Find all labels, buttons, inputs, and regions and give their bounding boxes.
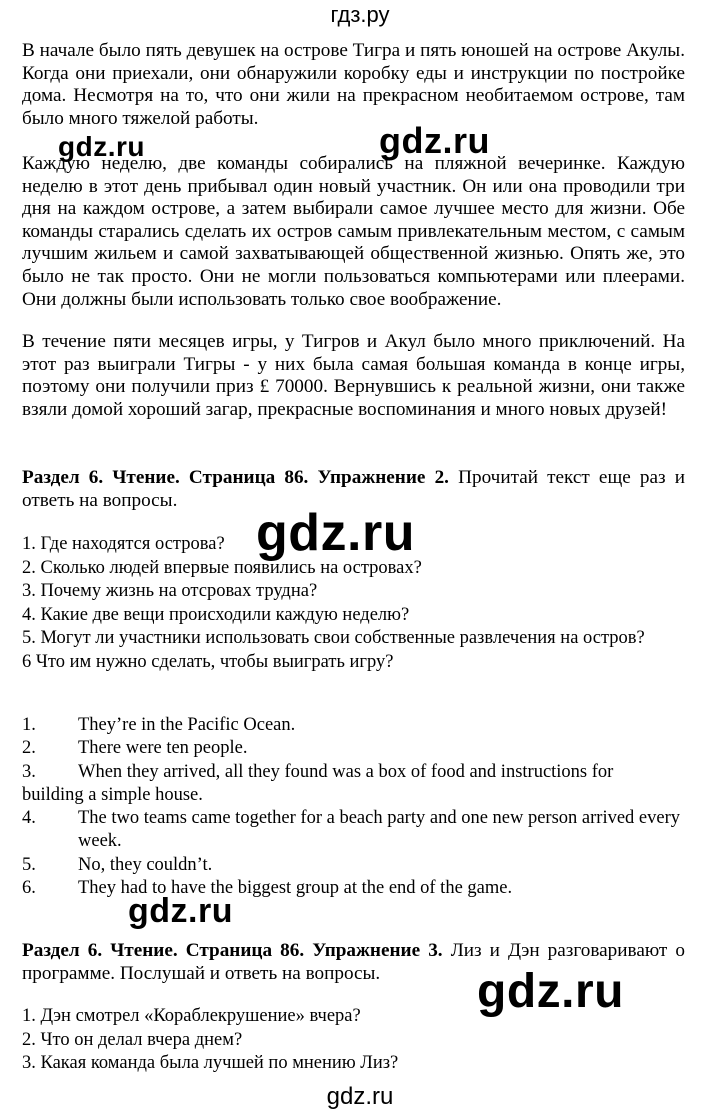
question-item: 3. Какая команда была лучшей по мнению Лиз?: [22, 1053, 399, 1073]
watermark-1: gdz.ru: [58, 131, 145, 162]
question-item: 2. Сколько людей впервые появились на островах?: [22, 557, 422, 578]
answer-text: The two teams came together for a beach party and one new person arrived every week.: [78, 808, 681, 852]
answer-number: 2.: [22, 738, 36, 759]
exercise-3-heading: Раздел 6. Чтение. Страница 86. Упражнение 3.: [22, 940, 443, 961]
exercise-3-questions: [22, 1005, 685, 1076]
answer-row: [22, 714, 685, 737]
answer-row: [22, 877, 685, 900]
answer-number: 4.: [22, 808, 36, 829]
answer-row: [22, 737, 685, 760]
site-footer: gdz.ru: [326, 1083, 394, 1110]
answer-number: 3.: [22, 761, 36, 782]
paragraph-2: Каждую неделю, две команды собирались на пляжной вечеринке. Каждую неделю в этот день прибывал один новый участник. Он или она проводили три дня на каждом острове, а затем выбирали самое лучшее место для жизни. Обе команды старались сделать их остров самым привлекательным местом, с самым лучшим жильем и самой захватывающей общественной жизнью. Опять же, это было не так просто. Они не могли пользоваться компьютерами или плеерами. Они должны были использовать только свое воображение.: [22, 153, 685, 310]
question-item: 3. Почему жизнь на отсровах трудна?: [22, 581, 318, 601]
watermark-5: gdz.ru: [477, 965, 624, 1018]
answer-text: They had to have the biggest group at the end of the game.: [78, 878, 513, 899]
question-item: 1. Дэн смотрел «Кораблекрушение» вчера?: [22, 1006, 361, 1026]
watermark-3: gdz.ru: [256, 504, 415, 562]
question-item: 1. Где находятся острова?: [22, 534, 225, 554]
exercise-3-instruction: Лиз и Дэн разговаривают о программе. Послушай и ответь на вопросы.: [22, 940, 685, 984]
answer-text: There were ten people.: [78, 738, 248, 759]
answer-number: 1.: [22, 715, 36, 735]
answer-row: [22, 784, 685, 807]
answer-row: [22, 807, 685, 854]
exercise-2-questions: [22, 533, 685, 674]
question-item: 4. Какие две вещи происходили каждую неделю?: [22, 604, 410, 625]
watermark-2: gdz.ru: [379, 120, 490, 161]
question-item: 2. Что он делал вчера днем?: [22, 1029, 243, 1050]
exercise-2-answers: [22, 714, 685, 900]
exercise-2-instruction: Прочитай текст еще раз и ответь на вопросы.: [22, 467, 685, 511]
paragraph-3: В течение пяти месяцев игры, у Тигров и Акул было много приключений. На этот раз выиграли Тигры - у них была самая большая команда в конце игры, поэтому они получили приз £ 70000. Вернувшись к реальной жизни, они также взяли домой хороший загар, прекрасные воспоминания и много новых друзей!: [22, 331, 685, 420]
paragraph-1: В начале было пять девушек на острове Тигра и пять юношей на острове Акулы. Когда они приехали, они обнаружили коробку еды и инструкции по постройке дома. Несмотря на то, что они жили на прекрасном необитаемом острове, там было много тяжелой работы.: [22, 40, 685, 129]
site-header: гдз.ру: [330, 2, 390, 27]
answer-text: No, they couldn’t.: [78, 854, 213, 875]
answer-row: [22, 854, 685, 877]
answer-text: They’re in the Pacific Ocean.: [78, 715, 296, 735]
exercise-2-heading: Раздел 6. Чтение. Страница 86. Упражнение 2.: [22, 467, 449, 488]
answer-number: 6.: [22, 878, 36, 899]
watermark-4: gdz.ru: [128, 892, 233, 930]
answer-text: building a simple house.: [22, 784, 203, 805]
question-item: 6 Что им нужно сделать, чтобы выиграть игру?: [22, 651, 394, 672]
answer-row: [22, 761, 685, 784]
answer-number: 5.: [22, 854, 36, 875]
answer-text: When they arrived, all they found was a box of food and instructions for: [78, 761, 614, 782]
question-item: 5. Могут ли участники использовать свои собственные развлечения на остров?: [22, 628, 645, 648]
